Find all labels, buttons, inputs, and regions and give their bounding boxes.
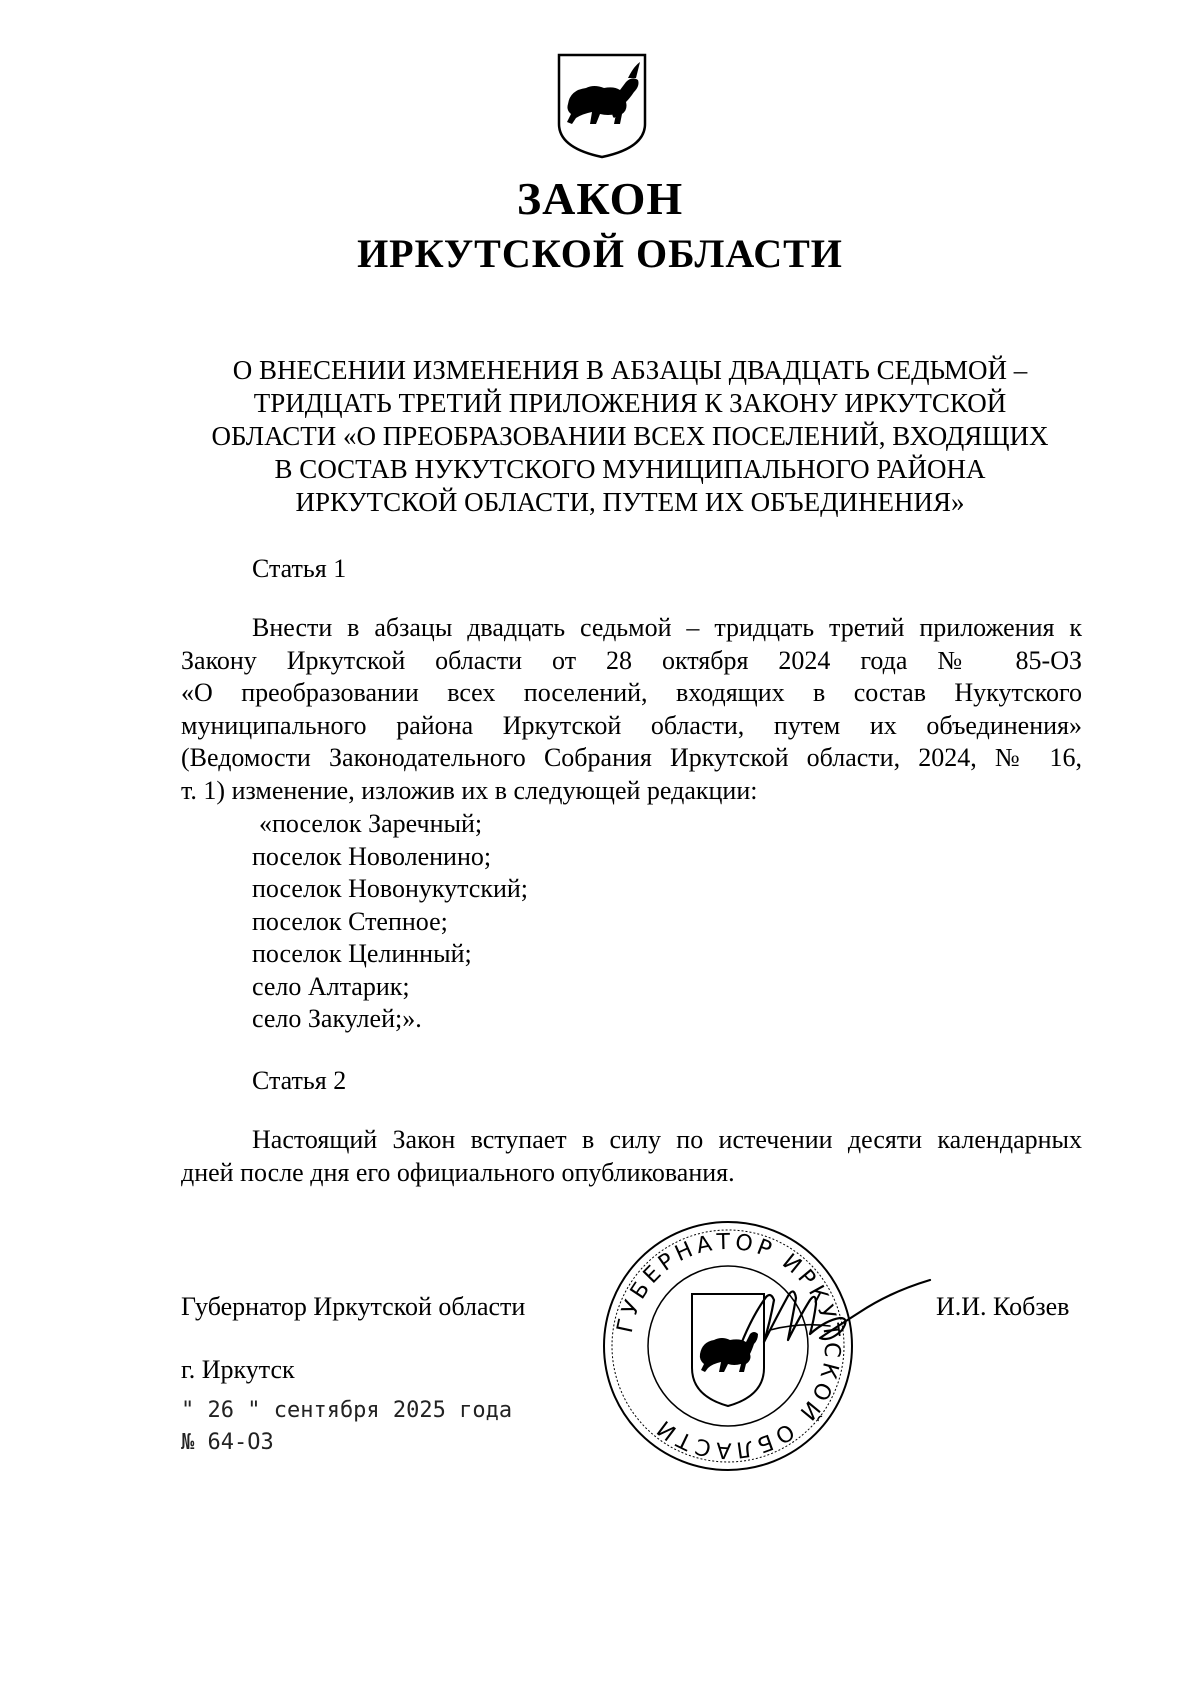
paragraph-line: дней после дня его официального опубликования. (181, 1157, 735, 1187)
paragraph-line: Внести в абзацы двадцать седьмой – тридцать третий приложения к (252, 613, 1082, 642)
paragraph-line: муниципального района Иркутской области, путем их объединения» (181, 710, 1082, 740)
subject-line: В СОСТАВ НУКУТСКОГО МУНИЦИПАЛЬНОГО РАЙОНА (274, 454, 986, 484)
list-item: поселок Степное; (252, 906, 448, 936)
paragraph-line: Закону Иркутской области от 28 октября 2024 года № 85-ОЗ (181, 645, 1082, 675)
subject-line: ТРИДЦАТЬ ТРЕТИЙ ПРИЛОЖЕНИЯ К ЗАКОНУ ИРКУТСКОЙ (253, 388, 1007, 418)
law-region: ИРКУТСКОЙ ОБЛАСТИ (357, 231, 843, 276)
list-item: село Алтарик; (252, 971, 410, 1001)
paragraph-line: т. 1) изменение, изложив их в следующей редакции: (181, 775, 758, 805)
law-title: ЗАКОН (516, 173, 684, 224)
article-1-text (181, 612, 1082, 807)
paragraph-line: Настоящий Закон вступает в силу по истечении десяти календарных (252, 1125, 1082, 1154)
subject-line: ИРКУТСКОЙ ОБЛАСТИ, ПУТЕМ ИХ ОБЪЕДИНЕНИЯ» (295, 487, 965, 517)
signatory-position: Губернатор Иркутской области (181, 1292, 526, 1321)
handwritten-signature-icon (730, 1260, 940, 1370)
signatory-name: И.И. Кобзев (936, 1292, 1070, 1321)
settlement-list (252, 808, 528, 1036)
signing-date: " 26 " сентября 2025 года (181, 1398, 513, 1423)
law-subject (180, 354, 1080, 519)
subject-line: О ВНЕСЕНИИ ИЗМЕНЕНИЯ В АБЗАЦЫ ДВАДЦАТЬ СЕДЬМОЙ – (232, 355, 1028, 385)
paragraph-line: (Ведомости Законодательного Собрания Иркутской области, 2024, № 16, (181, 743, 1082, 772)
article-1-heading: Статья 1 (252, 554, 347, 583)
paragraph-line: «О преобразовании всех поселений, входящих в состав Нукутского (181, 678, 1082, 707)
list-item: поселок Новонукутский; (252, 874, 529, 903)
subject-line: ОБЛАСТИ «О ПРЕОБРАЗОВАНИИ ВСЕХ ПОСЕЛЕНИЙ, ВХОДЯЩИХ (211, 421, 1049, 451)
coat-of-arms-irkutsk-icon (556, 52, 648, 160)
list-item: поселок Целинный; (252, 939, 472, 968)
list-item: «поселок Заречный; (259, 809, 483, 838)
article-2-text (181, 1124, 1082, 1189)
law-number: № 64-ОЗ (181, 1430, 274, 1455)
article-2-heading: Статья 2 (252, 1066, 347, 1095)
list-item: поселок Новоленино; (252, 841, 492, 871)
seal-text: ГУБЕРНАТОР ИРКУТСКОЙ ОБЛАСТИ (612, 1229, 845, 1463)
signing-city: г. Иркутск (181, 1355, 295, 1384)
list-item: село Закулей;». (252, 1004, 422, 1033)
